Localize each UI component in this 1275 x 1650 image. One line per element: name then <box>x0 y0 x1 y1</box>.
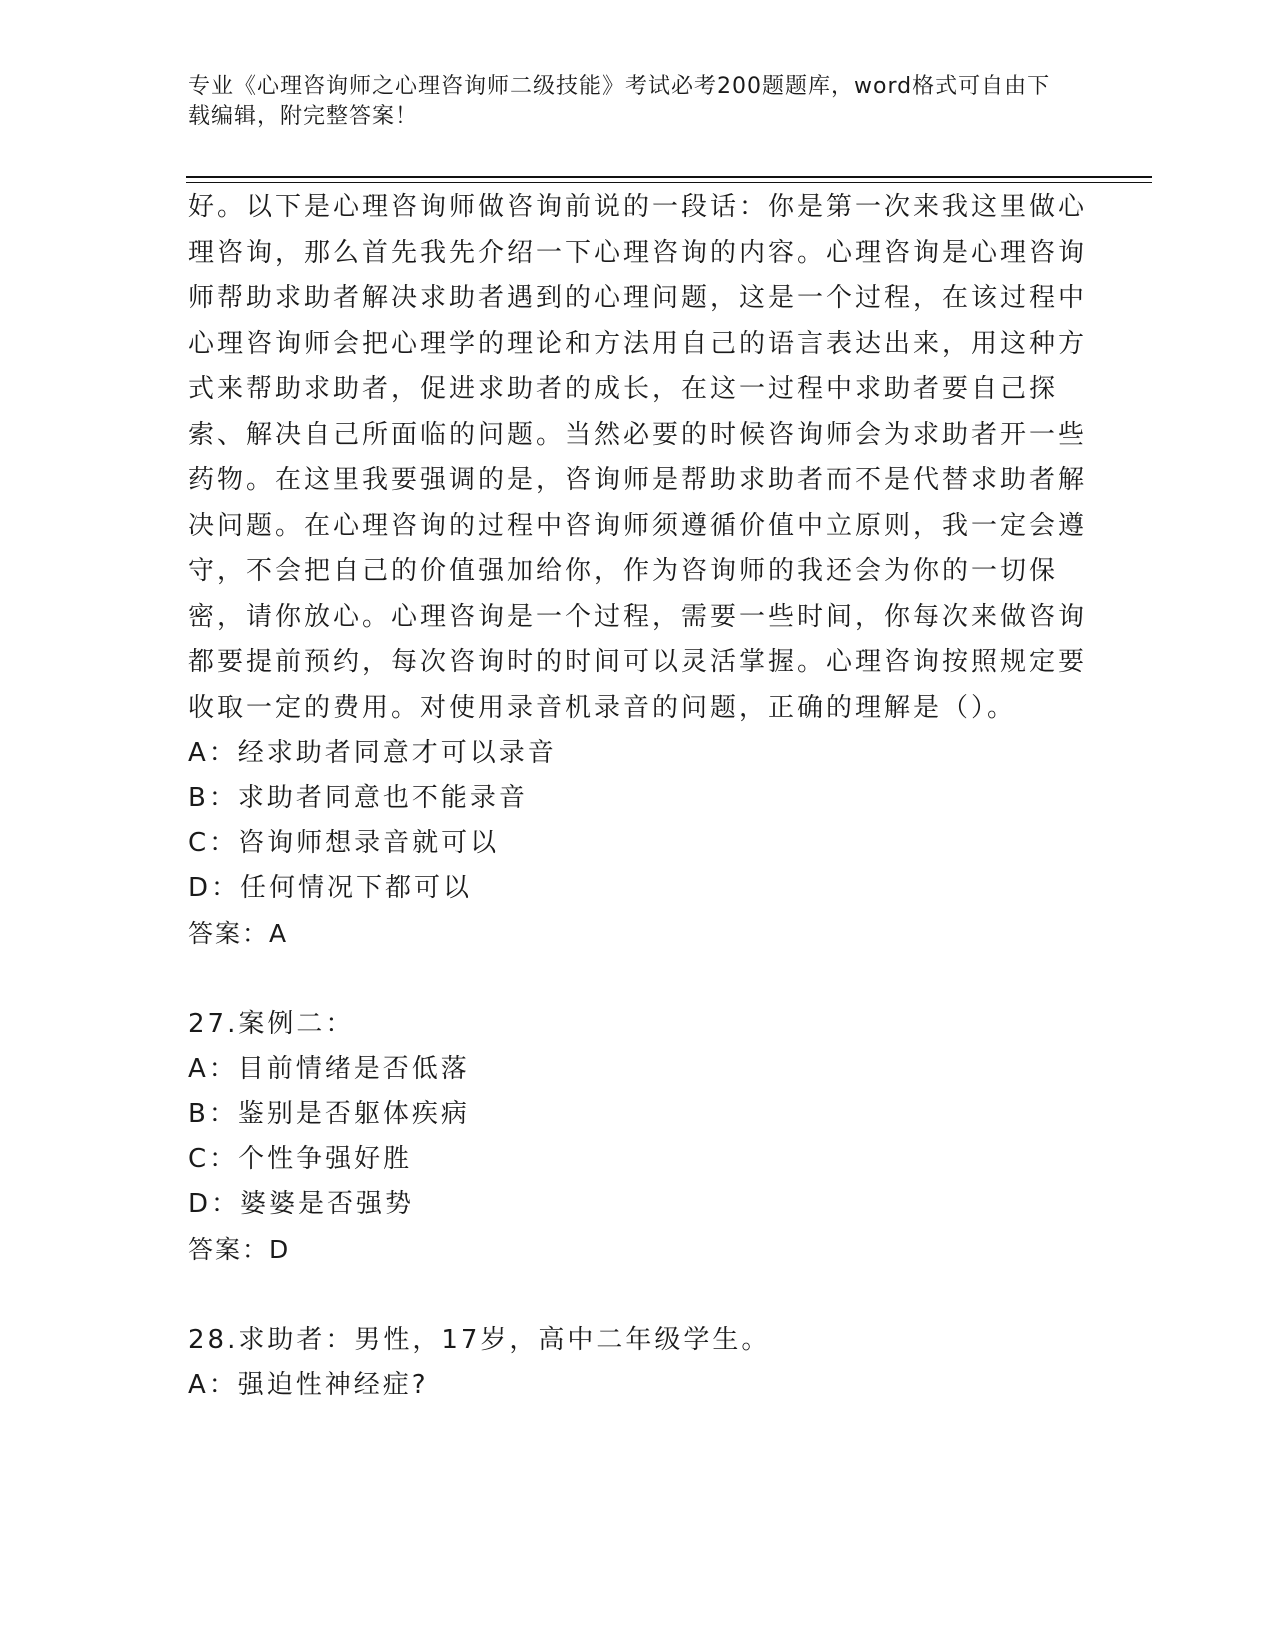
question-28-stem: 28.求助者：男性，17岁，高中二年级学生。 <box>188 1325 771 1355</box>
question-27-stem: 27.案例二： <box>188 1009 355 1039</box>
question-27-option-b: B：鉴别是否躯体疾病 <box>188 1099 470 1129</box>
question-27-option-d: D：婆婆是否强势 <box>188 1189 415 1219</box>
question-27-option-a: A：目前情绪是否低落 <box>188 1054 470 1084</box>
document-header-title: 专业《心理咨询师之心理咨询师二级技能》考试必考200题题库，word格式可自由下载编辑，附完整答案！ <box>188 74 1051 129</box>
spacer <box>188 1273 1088 1318</box>
question-27-option-c: C：个性争强好胜 <box>188 1144 413 1174</box>
document-body <box>188 185 1088 1408</box>
question-26-option-c: C：咨询师想录音就可以 <box>188 828 500 858</box>
question-26-option-a: A：经求助者同意才可以录音 <box>188 738 557 768</box>
question-28-option-a: A：强迫性神经症? <box>188 1370 429 1400</box>
question-26-answer: 答案：A <box>188 919 289 948</box>
question-26-stem: 好。以下是心理咨询师做咨询前说的一段话：你是第一次来我这里做心理咨询，那么首先我先介绍一下心理咨询的内容。心理咨询是心理咨询师帮助求助者解决求助者遇到的心理问题，这是一个过程，在该过程中心理咨询师会把心理学的理论和方法用自己的语言表达出来，用这种方式来帮助求助者，促进求助者的成长，在这一过程中求助者要自己探索、解决自己所面临的问题。当然必要的时候咨询师会为求助者开一些药物。在这里我要强调的是，咨询师是帮助求助者而不是代替求助者解决问题。在心理咨询的过程中咨询师须遵循价值中立原则，我一定会遵守，不会把自己的价值强加给你，作为咨询师的我还会为你的一切保密，请你放心。心理咨询是一个过程，需要一些时间，你每次来做咨询都要提前预约，每次咨询时的时间可以灵活掌握。心理咨询按照规定要收取一定的费用。对使用录音机录音的问题，正确的理解是（）。 <box>188 192 1088 723</box>
spacer <box>188 957 1088 1002</box>
question-27-answer: 答案：D <box>188 1235 291 1264</box>
question-26-option-d: D：任何情况下都可以 <box>188 873 473 903</box>
header-divider-thin <box>186 182 1152 183</box>
header-divider-thick <box>186 176 1152 178</box>
question-26-option-b: B：求助者同意也不能录音 <box>188 783 528 813</box>
